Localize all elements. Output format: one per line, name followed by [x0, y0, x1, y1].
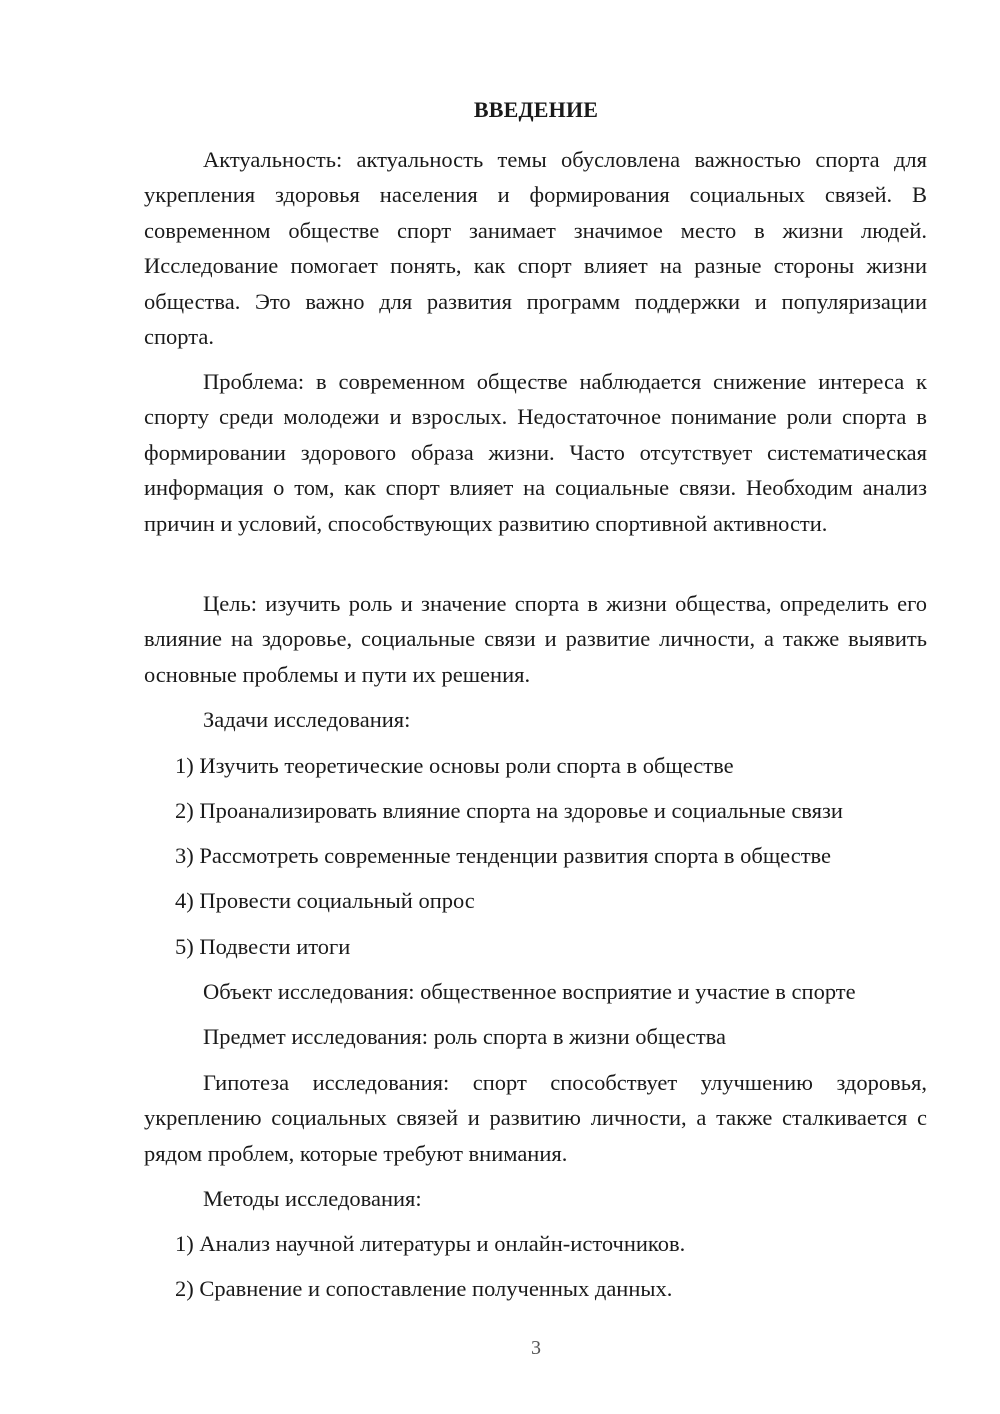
tasks-heading: Задачи исследования: [203, 707, 411, 732]
task-item-2: 2) Проанализировать влияние спорта на здоровье и социальные связи [175, 798, 843, 823]
task-item-4: 4) Провести социальный опрос [175, 888, 475, 913]
relevance-paragraph: Актуальность: актуальность темы обусловлена важностью спорта для укрепления здоровья населения и формирования социальных связей. В современном обществе спорт занимает значимое место в жизни людей. Исследование помогает понять, как спорт влияет на разные стороны жизни общества. Это важно для развития программ поддержки и популяризации спорта. [144, 147, 927, 350]
task-item-3: 3) Рассмотреть современные тенденции развития спорта в обществе [175, 843, 832, 868]
problem-paragraph: Проблема: в современном обществе наблюдается снижение интереса к спорту среди молодежи и взрослых. Недостаточное понимание роли спорта в формировании здорового образа жизни. Часто отсутствует систематическая информация о том, как спорт влияет на социальные связи. Необходим анализ причин и условий, способствующих развитию спортивной активности. [144, 369, 927, 536]
task-item-1: 1) Изучить теоретические основы роли спорта в обществе [175, 753, 734, 778]
goal-paragraph: Цель: изучить роль и значение спорта в жизни общества, определить его влияние на здоровье, социальные связи и развитие личности, а также выявить основные проблемы и пути их решения. [144, 591, 927, 687]
hypothesis-paragraph: Гипотеза исследования: спорт способствует улучшению здоровья, укреплению социальных связей и развитию личности, а также сталкивается с рядом проблем, которые требуют внимания. [144, 1070, 927, 1166]
method-item-2: 2) Сравнение и сопоставление полученных данных. [175, 1276, 673, 1301]
section-title: ВВЕДЕНИЕ [473, 97, 599, 122]
research-object: Объект исследования: общественное восприятие и участие в спорте [203, 979, 856, 1004]
research-subject: Предмет исследования: роль спорта в жизни общества [203, 1024, 726, 1049]
task-item-5: 5) Подвести итоги [175, 934, 351, 959]
page-number: 3 [531, 1337, 541, 1359]
method-item-1: 1) Анализ научной литературы и онлайн-источников. [175, 1231, 686, 1256]
methods-heading: Методы исследования: [203, 1186, 422, 1211]
